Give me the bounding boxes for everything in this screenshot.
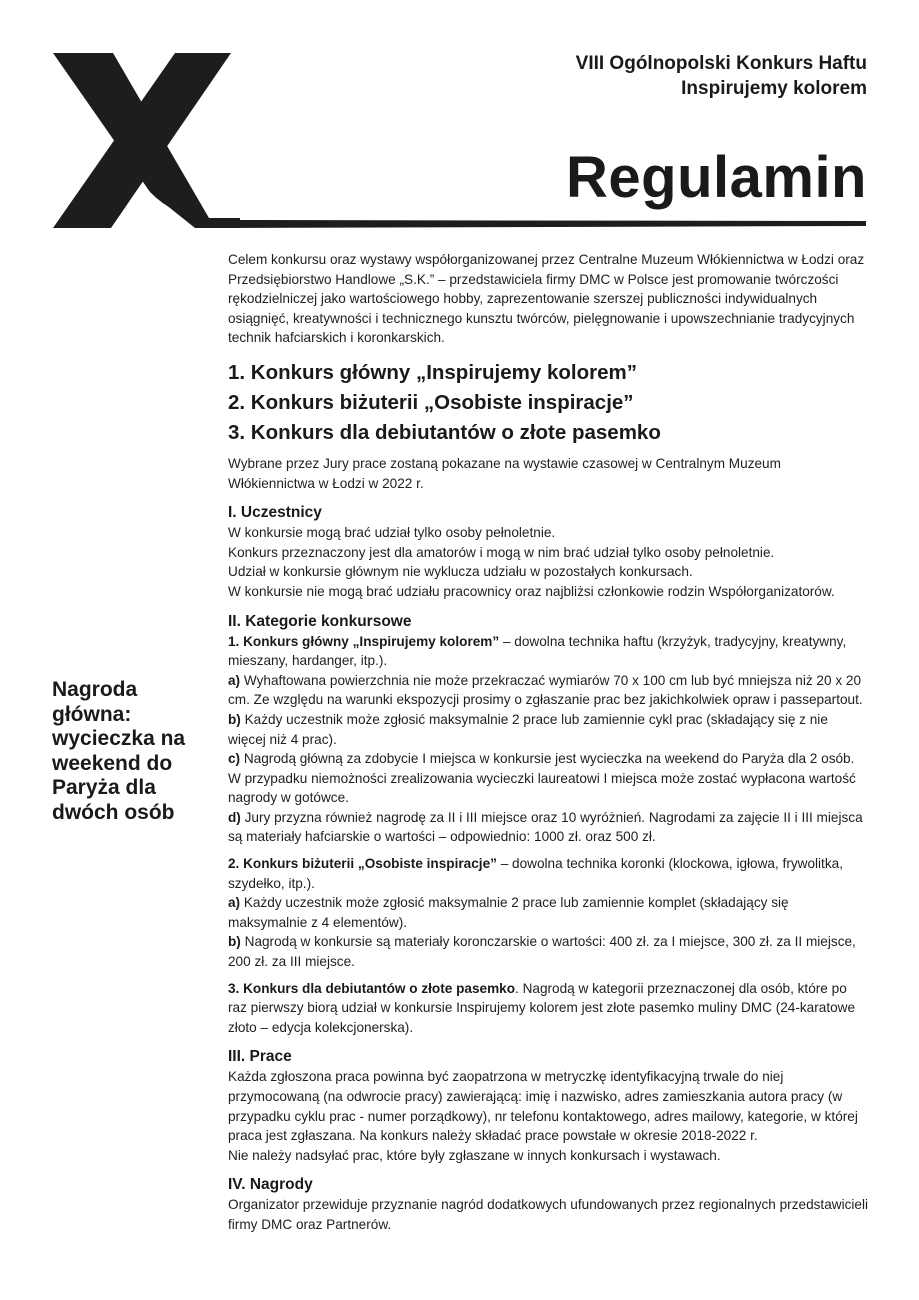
rule-marker: b) [228, 934, 241, 950]
rule-text: Nagrodą główną za zdobycie I miejsca w konkursie jest wycieczka na weekend do Paryża dla 2 osób. W przypadku niemożności zrealizowania wycieczki laureatowi I miejsca może zostać wypłacona wartość nagrody w gotówce. [228, 751, 856, 806]
category-1-paragraph [228, 632, 868, 671]
rule-text: Wyhaftowana powierzchnia nie może przekraczać wymiarów 70 x 100 cm lub być mniejsza niż 20 x 20 cm. Ze względu na warunki ekspozycji prosimy o zgłaszanie prac bez jakichkolwiek opraw i passepartout. [228, 672, 863, 708]
rule-text: Jury przyzna również nagrodę za II i III miejsce oraz 10 wyróżnień. Nagrodami za zajęcie II i III miejsca są materiały hafciarskie o wartości – odpowiednio: 1000 zł. oraz 500 zł. [228, 809, 863, 845]
category-2-paragraph [228, 854, 868, 893]
section-heading-categories: II. Kategorie konkursowe [228, 612, 412, 630]
contest-2-heading: 2. Konkurs biżuterii „Osobiste inspiracje” [228, 390, 634, 414]
prizes-paragraph: Organizator przewiduje przyznanie nagród dodatkowych ufundowanych przez regionalnych przedstawicieli firmy DMC oraz Partnerów. [228, 1197, 869, 1232]
header-line-1: VIII Ogólnopolski Konkurs Haftu [575, 53, 867, 74]
header-line-2: Inspirujemy kolorem [681, 78, 867, 99]
section-heading-prizes: IV. Nagrody [228, 1176, 313, 1194]
participants-line: W konkursie nie mogą brać udziału pracownicy oraz najbliżsi członkowie rodzin Współorganizatorów. [228, 583, 835, 599]
rule-a [228, 893, 868, 932]
intro-paragraph: Celem konkursu oraz wystawy współorganizowanej przez Centralne Muzeum Włókiennictwa w Łodzi oraz Przedsiębiorstwo Handlowe „S.K.” – przedstawiciela firmy DMC w Polsce jest promowanie twórczości rękodzielniczej jako wartościowego hobby, zaprezentowanie szerszej publiczności indywidualnych osiągnięć, kreatywności i technicznego kunsztu twórców, pielęgnowanie i upowszechnianie tradycyjnych technik hafciarskich i koronkarskich. [228, 252, 865, 346]
participants-line: Udział w konkursie głównym nie wyklucza udziału w pozostałych konkursach. [228, 564, 693, 580]
rule-marker: c) [228, 751, 241, 767]
rule-text: Każdy uczestnik może zgłosić maksymalnie 2 prace lub zamiennie cykl prac (składający się z nie więcej niż 4 prac). [228, 711, 828, 747]
participants-line: W konkursie mogą brać udział tylko osoby pełnoletnie. [228, 525, 556, 541]
category-3-text: . Nagrodą w kategorii przeznaczonej dla osób, które po raz pierwszy biorą udział w konkursie Inspirujemy kolorem jest złote pasemko muliny DMC (24-karatowe złoto – edycja kolekcjonerska). [228, 980, 856, 1035]
category-1-title: 1. Konkurs główny „Inspirujemy kolorem” [228, 633, 500, 649]
main-content [228, 250, 868, 1235]
rule-d [228, 808, 868, 847]
contest-1-heading: 1. Konkurs główny „Inspirujemy kolorem” [228, 360, 637, 384]
section-heading-works: III. Prace [228, 1048, 292, 1066]
rule-a [228, 671, 868, 710]
category-3-title: 3. Konkurs dla debiutantów o złote pasemko [228, 980, 516, 996]
rule-marker: a) [228, 895, 241, 911]
rule-marker: a) [228, 672, 241, 688]
rule-b [228, 710, 868, 749]
works-paragraph: Każda zgłoszona praca powinna być zaopatrzona w metryczkę identyfikacyjną trwale do niej przymocowaną (na odwrocie pracy) zawierającą: imię i nazwisko, adres zamieszkania autora pracy (w przypadku cyklu prac - numer porządkowy), nr telefonu kontaktowego, adres mailowy, kategorie, w której praca jest zgłaszana. Na konkurs należy składać prace powstałe w okresie 2018-2022 r. [228, 1069, 858, 1144]
page-title: Regulamin [566, 145, 867, 210]
rule-text: Nagrodą w konkursie są materiały koronczarskie o wartości: 400 zł. za I miejsce, 300 zł. za II miejsce, 200 zł. za III miejsce. [228, 934, 856, 970]
contest-3-heading: 3. Konkurs dla debiutantów o złote pasemko [228, 420, 661, 444]
rule-marker: d) [228, 809, 241, 825]
category-3-paragraph [228, 979, 868, 1038]
sidebar-callout: Nagroda główna: wycieczka na weekend do Paryża dla dwóch osób [52, 678, 186, 824]
section-heading-participants: I. Uczestnicy [228, 504, 322, 522]
rule-marker: b) [228, 711, 241, 727]
works-paragraph: Nie należy nadsyłać prac, które były zgłaszane w innych konkursach i wystawach. [228, 1147, 721, 1163]
participants-line: Konkurs przeznaczony jest dla amatorów i mogą w nim brać udział tylko osoby pełnoletnie. [228, 544, 775, 560]
rule-c [228, 749, 868, 808]
category-2-title: 2. Konkurs biżuterii „Osobiste inspiracje” [228, 856, 497, 872]
rule-text: Każdy uczestnik może zgłosić maksymalnie 2 prace lub zamiennie komplet (składający się maksymalnie z 4 elementów). [228, 895, 789, 930]
category-2-text: – dowolna technika koronki (klockowa, igłowa, frywolitka, szydełko, itp.). [228, 856, 843, 891]
exhibition-paragraph: Wybrane przez Jury prace zostaną pokazane na wystawie czasowej w Centralnym Muzeum Włókiennictwa w Łodzi w 2022 r. [228, 455, 781, 491]
category-1-text: – dowolna technika haftu (krzyżyk, tradycyjny, kreatywny, mieszany, hardanger, itp.). [228, 633, 847, 669]
rule-b [228, 932, 868, 971]
